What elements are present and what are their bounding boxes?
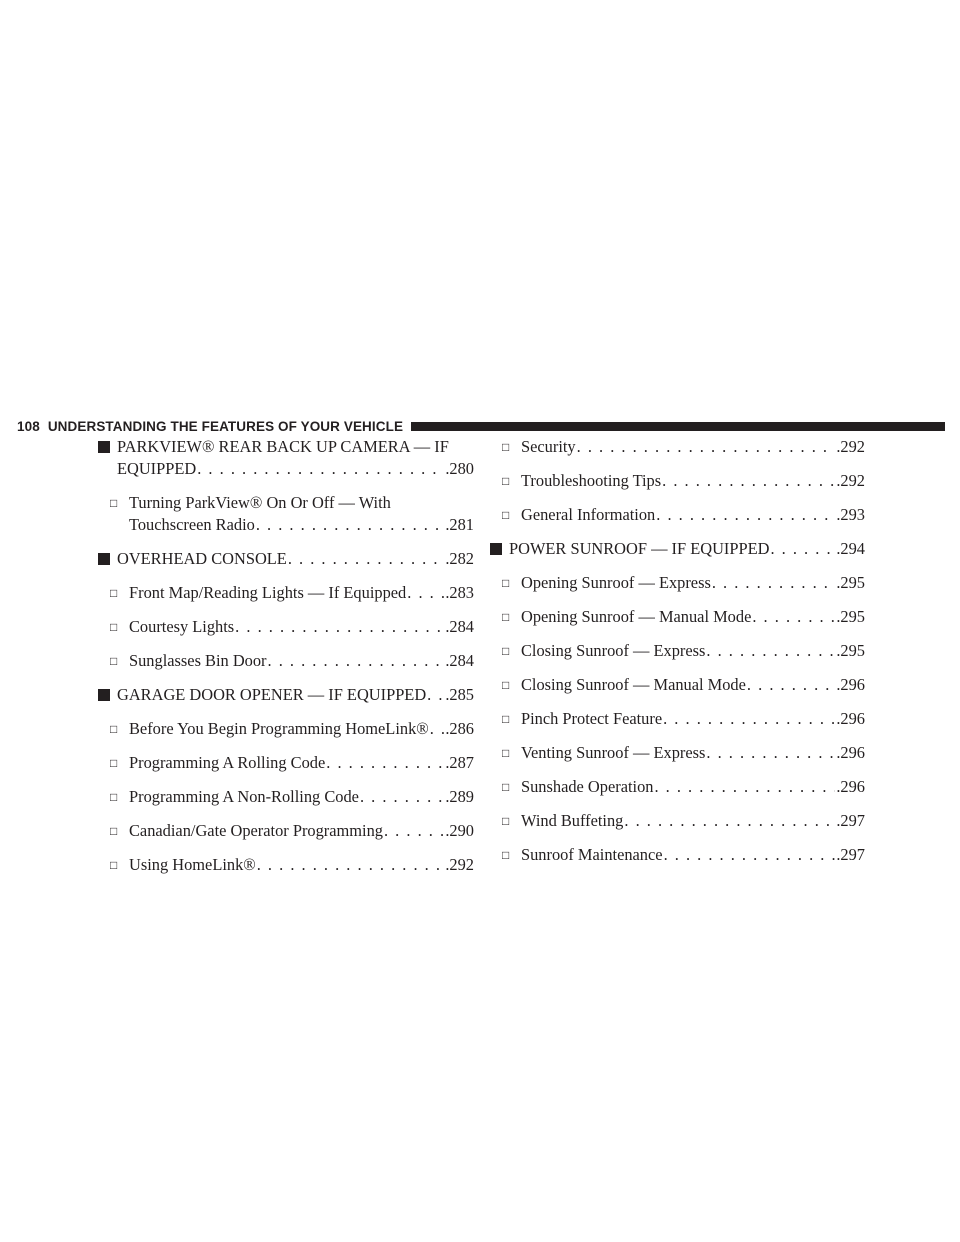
toc-page-number: .295 [836,573,865,592]
filled-square-bullet-icon [98,436,110,458]
toc-section-entry[interactable] [98,436,474,480]
dot-leader [256,514,444,536]
toc-subsection-entry[interactable] [490,844,865,866]
toc-page-number: .296 [836,777,865,796]
toc-page-number: .296 [836,675,865,694]
dot-leader [407,582,444,604]
toc-entry-title: Wind Buffeting [521,811,624,830]
toc-column-left [98,436,474,876]
toc-section-entry[interactable] [98,548,474,570]
toc-page-number: .296 [836,709,865,728]
toc-page-number: .290 [445,821,474,840]
hollow-square-bullet-icon: □ [110,654,118,668]
section-title: UNDERSTANDING THE FEATURES OF YOUR VEHICLE [47,418,404,434]
dot-leader [656,504,835,526]
dot-leader [427,684,444,706]
toc-page-number: .284 [445,617,474,636]
dot-leader [712,572,835,594]
toc-page-number: .294 [836,539,865,558]
toc-page-number: .280 [445,459,474,478]
toc-entry-title: Courtesy Lights [129,617,235,636]
hollow-square-bullet-icon: □ [502,474,510,488]
dot-leader [654,776,835,798]
hollow-square-bullet-icon: □ [110,620,118,634]
toc-entry-title: Sunroof Maintenance [521,845,663,864]
dot-leader [384,820,444,842]
toc-subsection-entry[interactable] [98,582,474,604]
toc-subsection-entry[interactable] [98,718,474,740]
header-rule [411,422,945,431]
toc-subsection-entry[interactable] [98,492,474,536]
hollow-square-bullet-icon: □ [502,440,510,454]
dot-leader [752,606,835,628]
toc-subsection-entry[interactable] [98,616,474,638]
dot-leader [197,458,444,480]
hollow-square-bullet-icon: □ [502,508,510,522]
toc-subsection-entry[interactable] [98,820,474,842]
toc-subsection-entry[interactable] [98,786,474,808]
hollow-square-bullet-icon: □ [502,746,510,760]
toc-entry-title: Opening Sunroof — Express [521,573,711,592]
hollow-square-bullet-icon: □ [502,814,510,828]
page-number: 108 [17,418,40,434]
dot-leader [747,674,835,696]
toc-subsection-entry[interactable] [490,776,865,798]
dot-leader [706,640,835,662]
toc-subsection-entry[interactable] [490,606,865,628]
filled-square-bullet-icon [98,548,110,570]
toc-subsection-entry[interactable] [490,504,865,526]
toc-entry-title: POWER SUNROOF — IF EQUIPPED [509,539,770,558]
toc-entry-title: Programming A Non-Rolling Code [129,787,359,806]
toc-page-number: .282 [445,549,474,568]
hollow-square-bullet-icon: □ [502,848,510,862]
toc-subsection-entry[interactable] [490,470,865,492]
toc-section-entry[interactable] [98,684,474,706]
hollow-square-bullet-icon: □ [110,586,118,600]
toc-entry-title: OVERHEAD CONSOLE [117,549,287,568]
dot-leader [662,470,835,492]
hollow-square-bullet-icon: □ [502,780,510,794]
toc-subsection-entry[interactable] [490,674,865,696]
toc-subsection-entry[interactable] [490,436,865,458]
hollow-square-bullet-icon: □ [502,644,510,658]
toc-entry-title: Front Map/Reading Lights — If Equipped [129,583,407,602]
toc-page-number: .281 [445,515,474,534]
toc-page-number: .285 [445,685,474,704]
dot-leader [326,752,444,774]
toc-page-number: .295 [836,607,865,626]
toc-entry-title: Before You Begin Programming HomeLink® [129,719,429,738]
toc-page-number: .297 [836,811,865,830]
toc-page-number: .289 [445,787,474,806]
toc-subsection-entry[interactable] [490,572,865,594]
toc-subsection-entry[interactable] [490,810,865,832]
toc-page-number: .292 [836,437,865,456]
hollow-square-bullet-icon: □ [502,610,510,624]
toc-page-number: .297 [836,845,865,864]
dot-leader [430,718,445,740]
toc-page-number: .296 [836,743,865,762]
dot-leader [235,616,444,638]
toc-page-number: .295 [836,641,865,660]
toc-entry-title: Programming A Rolling Code [129,753,326,772]
toc-page-number: .293 [836,505,865,524]
toc-entry-title: Pinch Protect Feature [521,709,663,728]
toc-page-number: .283 [445,583,474,602]
hollow-square-bullet-icon: □ [110,496,118,510]
toc-subsection-entry[interactable] [98,752,474,774]
toc-entry-title: Canadian/Gate Operator Programming [129,821,383,840]
dot-leader [257,854,445,876]
toc-entry-title: EQUIPPED [117,459,197,478]
toc-entry-title: Troubleshooting Tips [521,471,662,490]
toc-entry-title: Sunglasses Bin Door [129,651,267,670]
toc-page-number: .292 [445,855,474,874]
toc-subsection-entry[interactable] [490,708,865,730]
toc-subsection-entry[interactable] [98,854,474,876]
dot-leader [664,844,836,866]
toc-page-number: .286 [445,719,474,738]
toc-page-number: .287 [445,753,474,772]
hollow-square-bullet-icon: □ [110,790,118,804]
toc-subsection-entry[interactable] [98,650,474,672]
toc-page-number: .284 [445,651,474,670]
toc-entry-title: GARAGE DOOR OPENER — IF EQUIPPED [117,685,427,704]
toc-entry-title: Venting Sunroof — Express [521,743,706,762]
filled-square-bullet-icon [490,538,502,560]
toc-entry-title: Turning ParkView® On Or Off — With [129,493,391,512]
dot-leader [577,436,836,458]
dot-leader [770,538,835,560]
toc-entry-title: Sunshade Operation [521,777,654,796]
dot-leader [288,548,444,570]
toc-section-entry[interactable] [490,538,865,560]
hollow-square-bullet-icon: □ [502,712,510,726]
toc-entry-title: Security [521,437,576,456]
toc-page-number: .292 [836,471,865,490]
dot-leader [706,742,835,764]
toc-entry-title: Touchscreen Radio [129,515,255,534]
dot-leader [268,650,445,672]
hollow-square-bullet-icon: □ [502,576,510,590]
dot-leader [624,810,835,832]
toc-entry-title: Using HomeLink® [129,855,256,874]
toc-column-right [490,436,865,866]
toc-entry-title: General Information [521,505,656,524]
toc-entry-title: Closing Sunroof — Manual Mode [521,675,746,694]
filled-square-bullet-icon [98,684,110,706]
dot-leader [360,786,444,808]
toc-entry-title: PARKVIEW® REAR BACK UP CAMERA — IF [117,437,449,456]
dot-leader [663,708,835,730]
toc-subsection-entry[interactable] [490,742,865,764]
hollow-square-bullet-icon: □ [110,824,118,838]
hollow-square-bullet-icon: □ [502,678,510,692]
toc-entry-title: Closing Sunroof — Express [521,641,706,660]
hollow-square-bullet-icon: □ [110,722,118,736]
toc-entry-title: Opening Sunroof — Manual Mode [521,607,752,626]
hollow-square-bullet-icon: □ [110,756,118,770]
hollow-square-bullet-icon: □ [110,858,118,872]
toc-subsection-entry[interactable] [490,640,865,662]
page-header [17,416,945,436]
